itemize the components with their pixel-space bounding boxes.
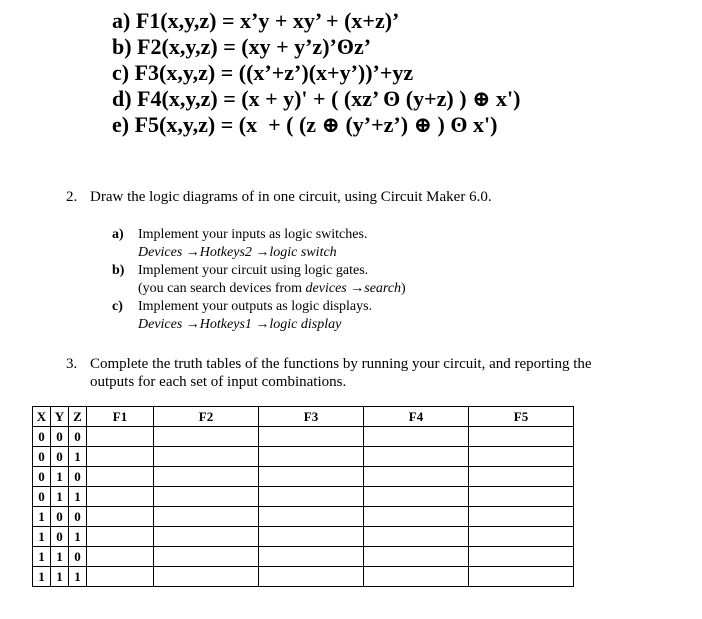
- z-value-cell: 0: [69, 507, 87, 527]
- header-f3: F3: [259, 407, 364, 427]
- question-2-text: Draw the logic diagrams of in one circuit, using Circuit Maker 6.0.: [90, 189, 492, 205]
- y-value-cell: 0: [51, 527, 69, 547]
- z-value-cell: 1: [69, 527, 87, 547]
- question-3-text: Complete the truth tables of the functions by running your circuit, and reporting the outputs for each set of input combinations.: [90, 356, 592, 390]
- step-c-path: Devices →Hotkeys1 →logic display: [138, 317, 342, 332]
- table-row: [33, 447, 574, 467]
- step-a-text: Implement your inputs as logic switches.: [138, 227, 368, 242]
- header-x: X: [33, 407, 51, 427]
- f1-answer-cell: [87, 527, 154, 547]
- f1-answer-cell: [87, 547, 154, 567]
- step-b-hint: [138, 280, 406, 298]
- header-z: Z: [69, 407, 87, 427]
- f5-answer-cell: [469, 467, 574, 487]
- f2-answer-cell: [154, 567, 259, 587]
- table-row: [33, 427, 574, 447]
- truth-table: [32, 406, 574, 587]
- f2-answer-cell: [154, 527, 259, 547]
- x-value-cell: 0: [33, 487, 51, 507]
- table-row: [33, 567, 574, 587]
- table-row: [33, 467, 574, 487]
- f1-answer-cell: [87, 487, 154, 507]
- step-c-text: Implement your outputs as logic displays.: [138, 299, 373, 314]
- f3-answer-cell: [259, 527, 364, 547]
- f5-answer-cell: [469, 427, 574, 447]
- f4-answer-cell: [364, 507, 469, 527]
- f3-answer-cell: [259, 427, 364, 447]
- table-row: [33, 547, 574, 567]
- function-e: e) F5(x,y,z) = (x + ( (z ⊕ (y’+z’) ⊕ ) ʘ x'): [112, 112, 498, 137]
- y-value-cell: 1: [51, 547, 69, 567]
- z-value-cell: 1: [69, 447, 87, 467]
- f5-answer-cell: [469, 447, 574, 467]
- z-value-cell: 0: [69, 547, 87, 567]
- f1-answer-cell: [87, 567, 154, 587]
- y-value-cell: 0: [51, 507, 69, 527]
- f4-answer-cell: [364, 427, 469, 447]
- z-value-cell: 0: [69, 467, 87, 487]
- header-f2: F2: [154, 407, 259, 427]
- f5-answer-cell: [469, 527, 574, 547]
- z-value-cell: 1: [69, 567, 87, 587]
- f1-answer-cell: [87, 447, 154, 467]
- function-c: c) F3(x,y,z) = ((x’+z’)(x+y’))’+yz: [112, 60, 414, 85]
- f2-answer-cell: [154, 547, 259, 567]
- header-f4: F4: [364, 407, 469, 427]
- f5-answer-cell: [469, 487, 574, 507]
- step-b-hint-path: devices →search: [305, 281, 402, 296]
- y-value-cell: 1: [51, 487, 69, 507]
- y-value-cell: 1: [51, 467, 69, 487]
- header-f1: F1: [87, 407, 154, 427]
- f1-answer-cell: [87, 467, 154, 487]
- header-f5: F5: [469, 407, 574, 427]
- step-b-hint-pre: (you can search devices from: [138, 281, 306, 296]
- x-value-cell: 1: [33, 507, 51, 527]
- f1-answer-cell: [87, 507, 154, 527]
- f3-answer-cell: [259, 487, 364, 507]
- f5-answer-cell: [469, 547, 574, 567]
- question-2-number: 2.: [66, 189, 78, 205]
- table-row: [33, 527, 574, 547]
- x-value-cell: 1: [33, 567, 51, 587]
- f2-answer-cell: [154, 507, 259, 527]
- step-b-label: b): [112, 263, 125, 278]
- f4-answer-cell: [364, 467, 469, 487]
- step-b-text: Implement your circuit using logic gates.: [138, 263, 369, 278]
- x-value-cell: 0: [33, 427, 51, 447]
- f3-answer-cell: [259, 567, 364, 587]
- header-y: Y: [51, 407, 69, 427]
- f4-answer-cell: [364, 547, 469, 567]
- question-3-number: 3.: [66, 356, 78, 372]
- y-value-cell: 1: [51, 567, 69, 587]
- f3-answer-cell: [259, 447, 364, 467]
- step-a-path: Devices →Hotkeys2 →logic switch: [138, 245, 337, 260]
- table-row: [33, 507, 574, 527]
- f2-answer-cell: [154, 447, 259, 467]
- step-b-hint-post: ): [401, 281, 406, 296]
- f4-answer-cell: [364, 487, 469, 507]
- function-list: [112, 8, 520, 138]
- table-row: [33, 487, 574, 507]
- x-value-cell: 0: [33, 467, 51, 487]
- z-value-cell: 1: [69, 487, 87, 507]
- f4-answer-cell: [364, 527, 469, 547]
- z-value-cell: 0: [69, 427, 87, 447]
- step-a-label: a): [112, 227, 124, 242]
- f2-answer-cell: [154, 467, 259, 487]
- function-a: a) F1(x,y,z) = x’y + xy’ + (x+z)’: [112, 8, 400, 33]
- y-value-cell: 0: [51, 447, 69, 467]
- f3-answer-cell: [259, 467, 364, 487]
- f3-answer-cell: [259, 547, 364, 567]
- f5-answer-cell: [469, 567, 574, 587]
- step-c-label: c): [112, 299, 123, 314]
- f5-answer-cell: [469, 507, 574, 527]
- y-value-cell: 0: [51, 427, 69, 447]
- truth-table-header-row: [33, 407, 574, 427]
- x-value-cell: 0: [33, 447, 51, 467]
- f4-answer-cell: [364, 447, 469, 467]
- f2-answer-cell: [154, 487, 259, 507]
- f2-answer-cell: [154, 427, 259, 447]
- f3-answer-cell: [259, 507, 364, 527]
- f4-answer-cell: [364, 567, 469, 587]
- function-d: d) F4(x,y,z) = (x + y)' + ( (xz’ ʘ (y+z) ) ⊕ x'): [112, 86, 521, 111]
- function-b: b) F2(x,y,z) = (xy + y’z)’ʘz’: [112, 34, 372, 59]
- x-value-cell: 1: [33, 527, 51, 547]
- truth-table-body: [33, 427, 574, 587]
- x-value-cell: 1: [33, 547, 51, 567]
- f1-answer-cell: [87, 427, 154, 447]
